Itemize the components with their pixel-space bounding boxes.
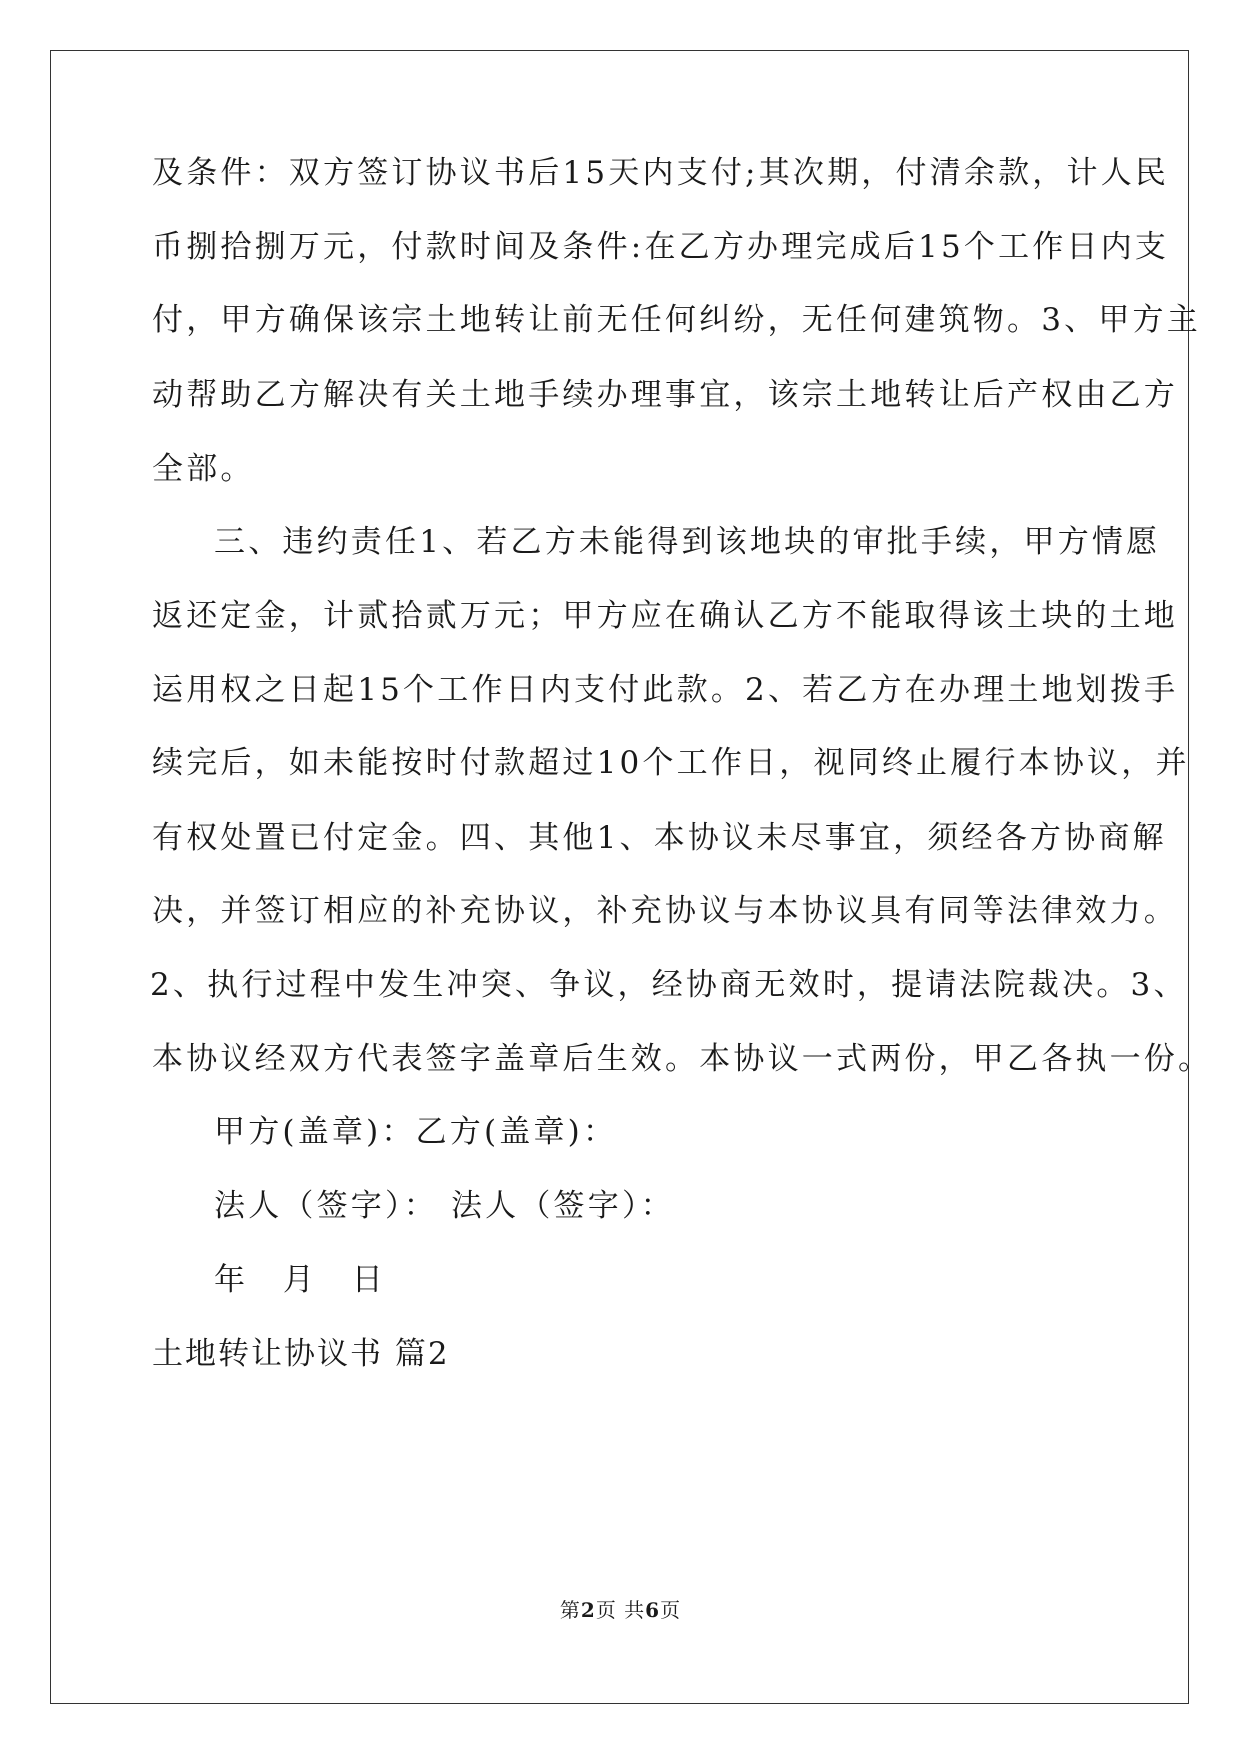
seal-line: 甲方(盖章)：乙方(盖章)： [214, 1114, 618, 1150]
paragraph-2-line-1: 三、违约责任1、若乙方未能得到该地块的审批手续，甲方情愿 [214, 524, 1161, 560]
paragraph-2-line-6: 决，并签订相应的补充协议，补充协议与本协议具有同等法律效力。 [152, 893, 1178, 929]
legal-signature-line: 法人（签字）： 法人（签字）： [214, 1188, 675, 1224]
paragraph-1-line-1: 及条件：双方签订协议书后15天内支付;其次期，付清余款，计人民 [152, 155, 1170, 191]
paragraph-2-line-3: 运用权之日起15个工作日内支付此款。2、若乙方在办理土地划拨手 [152, 672, 1179, 708]
total-pages-number: 6 [645, 1598, 661, 1622]
page-footer [0, 1594, 1241, 1623]
paragraph-2-line-7: 2、执行过程中发生冲突、争议，经协商无效时，提请法院裁决。3、 [150, 967, 1188, 1003]
paragraph-2-line-8: 本协议经双方代表签字盖章后生效。本协议一式两份，甲乙各执一份。 [152, 1041, 1213, 1077]
paragraph-2-line-4: 续完后，如未能按时付款超过10个工作日，视同终止履行本协议，并 [152, 745, 1190, 781]
paragraph-1-line-5: 全部。 [152, 451, 255, 487]
footer-prefix: 第 [559, 1598, 581, 1622]
footer-mid: 页 共 [595, 1598, 646, 1622]
page-border [50, 50, 1189, 1704]
paragraph-2-line-5: 有权处置已付定金。四、其他1、本协议未尽事宜，须经各方协商解 [152, 820, 1167, 856]
date-line: 年 月 日 [214, 1262, 397, 1298]
footer-suffix: 页 [660, 1598, 682, 1622]
section-heading: 土地转让协议书 篇2 [152, 1336, 450, 1372]
paragraph-1-line-3: 付，甲方确保该宗土地转让前无任何纠纷，无任何建筑物。3、甲方主 [152, 302, 1201, 338]
current-page-number: 2 [580, 1598, 596, 1622]
paragraph-2-line-2: 返还定金，计贰拾贰万元；甲方应在确认乙方不能取得该土块的土地 [152, 598, 1178, 634]
paragraph-1-line-4: 动帮助乙方解决有关土地手续办理事宜，该宗土地转让后产权由乙方 [152, 377, 1178, 413]
paragraph-1-line-2: 币捌拾捌万元，付款时间及条件:在乙方办理完成后15个工作日内支 [152, 229, 1170, 265]
